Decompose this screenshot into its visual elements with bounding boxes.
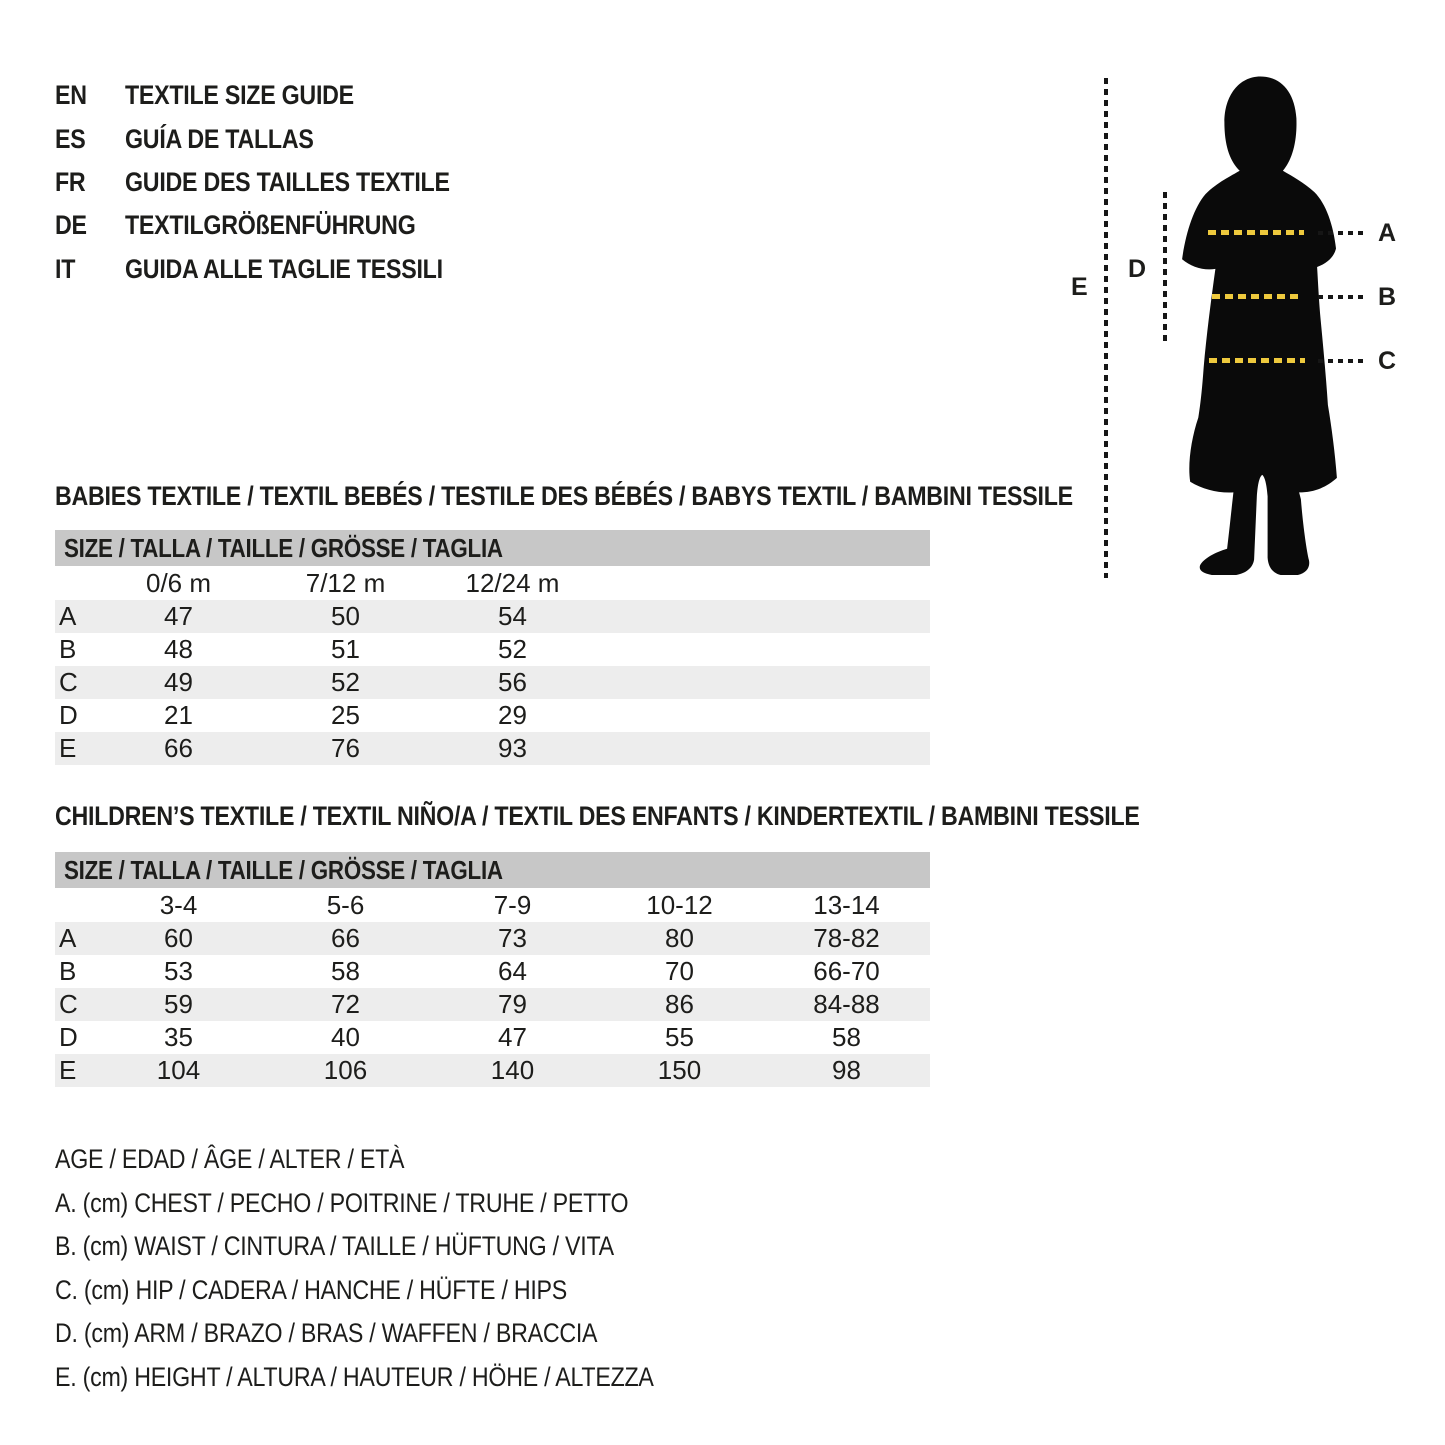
column-header: 3-4 [159,889,198,920]
table-cell: 56 [498,667,527,697]
figure-label-B: B [1378,283,1397,311]
waist-line-leader [1318,295,1368,299]
table-cell: 104 [156,1055,201,1085]
language-code: ES [55,123,86,154]
language-title-list [55,74,503,291]
table-cell: 50 [331,601,360,631]
table-cell: 78-82 [813,923,880,953]
table-row [55,1054,930,1087]
table-cell: 66-70 [813,956,880,986]
babies-size-header-bar: SIZE / TALLA / TAILLE / GRÖSSE / TAGLIA [55,530,930,566]
legend-hip: C. (cm) HIP / CADERA / HANCHE / HÜFTE / HIPS [55,1274,568,1305]
language-code: DE [55,210,87,241]
row-label: C [59,667,78,697]
table-cell: 49 [164,667,193,697]
language-title: TEXTILGRÖßENFÜHRUNG [125,210,416,241]
table-cell: 48 [164,634,193,664]
legend-waist: B. (cm) WAIST / CINTURA / TAILLE / HÜFTUNG / VITA [55,1231,614,1262]
table-cell: 60 [164,923,193,953]
column-header: 5-6 [326,889,365,920]
table-row [55,955,930,988]
column-header: 12/24 m [465,567,560,598]
table-cell: 84-88 [813,989,880,1019]
measurement-legend [55,1138,751,1399]
column-header: 7-9 [493,889,532,920]
language-row-en [55,74,503,117]
table-cell: 64 [498,956,527,986]
table-cell: 72 [331,989,360,1019]
table-cell: 140 [490,1055,535,1085]
arm-measure-line-D [1163,192,1167,344]
table-cell: 66 [331,923,360,953]
row-label: D [59,700,78,730]
table-cell: 55 [665,1022,694,1052]
legend-arm: D. (cm) ARM / BRAZO / BRAS / WAFFEN / BRACCIA [55,1318,598,1349]
column-header: 10-12 [646,889,713,920]
language-title: GUIDE DES TAILLES TEXTILE [125,166,450,197]
row-label: E [59,733,77,763]
children-size-table [55,888,930,1087]
row-label: C [59,989,78,1019]
children-section-heading: CHILDREN’S TEXTILE / TEXTIL NIÑO/A / TEXTIL DES ENFANTS / KINDERTEXTIL / BAMBINI TESSILE [55,801,1140,831]
table-cell: 35 [164,1022,193,1052]
table-cell: 54 [498,601,527,631]
table-cell: 40 [331,1022,360,1052]
table-cell: 98 [832,1055,861,1085]
language-code: IT [55,253,76,284]
table-cell: 47 [498,1022,527,1052]
table-cell: 106 [323,1055,368,1085]
column-header: 13-14 [813,889,880,920]
column-header: 7/12 m [305,567,386,598]
table-cell: 150 [657,1055,702,1085]
legend-age: AGE / EDAD / ÂGE / ALTER / ETÀ [55,1144,405,1175]
figure-label-A: A [1378,219,1397,247]
table-cell: 79 [498,989,527,1019]
babies-section-heading: BABIES TEXTILE / TEXTIL BEBÉS / TESTILE DES BÉBÉS / BABYS TEXTIL / BAMBINI TESSILE [55,481,1073,511]
language-row-fr [55,161,503,204]
row-label: B [59,956,77,986]
children-age-header-row [55,888,930,922]
language-row-de [55,204,503,247]
chest-line-accent [1208,230,1304,235]
table-row [55,922,930,955]
row-label: A [59,601,77,631]
child-silhouette-figure [1174,60,1354,575]
column-header: 0/6 m [145,567,212,598]
row-label: E [59,1055,77,1085]
table-cell: 73 [498,923,527,953]
language-row-it [55,248,503,291]
table-cell: 21 [164,700,193,730]
table-cell: 29 [498,700,527,730]
chest-line-leader [1318,231,1368,235]
hip-line-leader [1318,359,1368,363]
children-size-header-bar: SIZE / TALLA / TAILLE / GRÖSSE / TAGLIA [55,852,930,888]
hip-line-accent [1209,358,1305,363]
table-cell: 58 [832,1022,861,1052]
table-row [55,600,930,633]
table-cell: 53 [164,956,193,986]
table-row [55,666,930,699]
babies-age-header-row [55,566,930,600]
table-cell: 25 [331,700,360,730]
language-title: GUIDA ALLE TAGLIE TESSILI [125,253,443,284]
table-row [55,633,930,666]
table-row [55,699,930,732]
table-cell: 66 [164,733,193,763]
language-row-es [55,117,503,160]
table-row [55,732,930,765]
row-label: D [59,1022,78,1052]
table-cell: 59 [164,989,193,1019]
row-label: B [59,634,77,664]
table-row [55,988,930,1021]
table-cell: 51 [331,634,360,664]
table-cell: 93 [498,733,527,763]
table-cell: 47 [164,601,193,631]
legend-chest: A. (cm) CHEST / PECHO / POITRINE / TRUHE / PETTO [55,1187,629,1218]
language-code: FR [55,166,86,197]
waist-line-accent [1212,294,1302,299]
row-label: A [59,923,77,953]
table-cell: 80 [665,923,694,953]
legend-height: E. (cm) HEIGHT / ALTURA / HAUTEUR / HÖHE / ALTEZZA [55,1361,654,1392]
babies-size-table [55,566,930,765]
figure-label-C: C [1378,347,1397,375]
table-row [55,1021,930,1054]
language-title: GUÍA DE TALLAS [125,123,314,154]
table-cell: 52 [331,667,360,697]
language-title: TEXTILE SIZE GUIDE [125,80,354,111]
figure-label-E: E [1071,273,1088,301]
table-cell: 70 [665,956,694,986]
table-cell: 52 [498,634,527,664]
language-code: EN [55,80,87,111]
table-cell: 76 [331,733,360,763]
figure-label-D: D [1128,255,1147,283]
table-cell: 86 [665,989,694,1019]
table-cell: 58 [331,956,360,986]
